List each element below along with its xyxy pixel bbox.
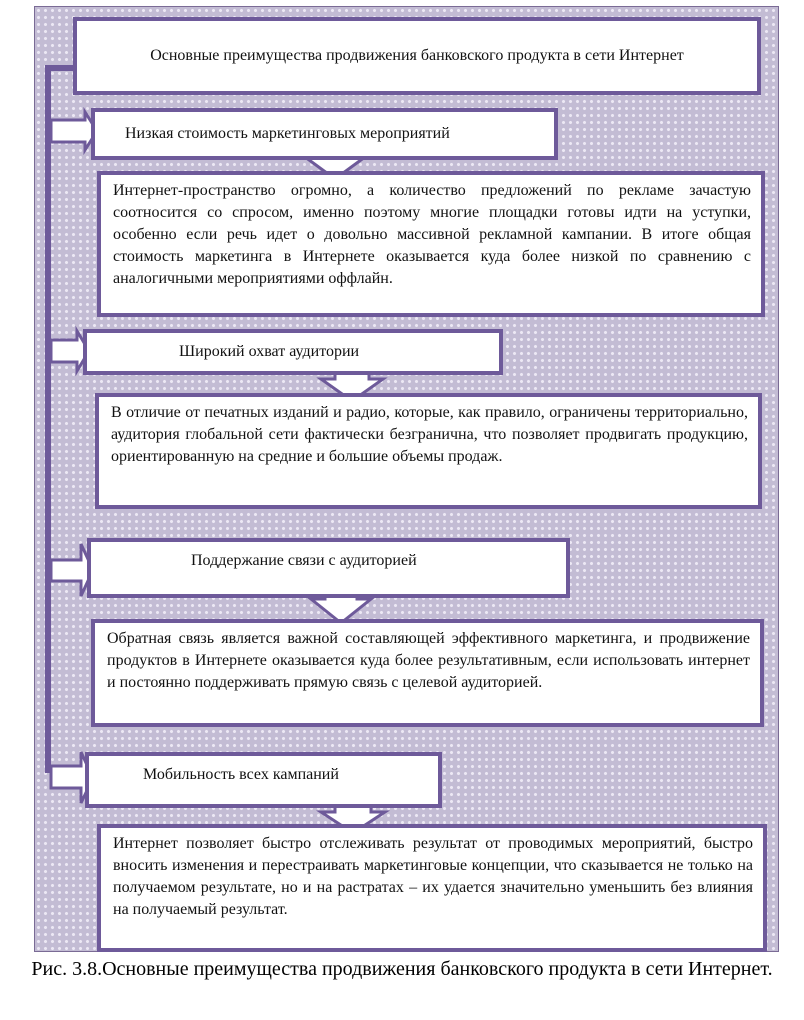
section-text-2: В отличие от печатных изданий и радио, которые, как правило, ограничены территориально, аудитория глобальной сети фактически безгранична, что позволяет продвигать продукцию, ориентированную на средние и большие объемы продаж. xyxy=(111,404,748,465)
section-text-box-3 xyxy=(91,619,764,727)
section-heading-box-4 xyxy=(85,752,442,808)
section-heading-4: Мобильность всех кампаний xyxy=(143,766,339,783)
section-text-3: Обратная связь является важной составляющей эффективного маркетинга, и продвижение продуктов в Интернете оказывается куда более результативным, если использовать интернет и постоянно поддерживать прямую связь с целевой аудиторией. xyxy=(107,630,750,691)
section-text-box-1 xyxy=(97,171,765,317)
section-heading-box-1 xyxy=(91,108,558,160)
diagram-panel xyxy=(34,6,779,952)
section-heading-box-3 xyxy=(87,538,570,598)
section-text-1: Интернет-пространство огромно, а количество предложений по рекламе зачастую соотносится со спросом, именно поэтому многие площадки готовы идти на уступки, особенно если речь идет о довольно массивной рекламной кампании. В итоге общая стоимость маркетинга в Интернете оказывается куда более низкой по сравнению с аналогичными мероприятиями оффлайн. xyxy=(113,182,751,287)
section-heading-box-2 xyxy=(83,329,503,375)
section-text-box-2 xyxy=(95,393,762,509)
section-text-box-4 xyxy=(97,824,767,952)
diagram-title-box xyxy=(73,17,761,95)
figure-caption: Рис. 3.8.Основные преимущества продвижения банковского продукта в сети Интернет. xyxy=(31,958,773,980)
section-heading-3: Поддержание связи с аудиторией xyxy=(191,552,417,569)
diagram-title: Основные преимущества продвижения банковского продукта в сети Интернет xyxy=(150,47,684,64)
section-heading-1: Низкая стоимость маркетинговых мероприятий xyxy=(125,125,450,142)
spine-line xyxy=(45,65,51,773)
section-heading-2: Широкий охват аудитории xyxy=(179,343,360,360)
section-text-4: Интернет позволяет быстро отслеживать результат от проводимых мероприятий, быстро вносить изменения и перестраивать маркетинговые концепции, что сказывается не только на получаемом результате, но и на растратах – их удается значительно уменьшить без влияния на получаемый результат. xyxy=(113,835,753,918)
